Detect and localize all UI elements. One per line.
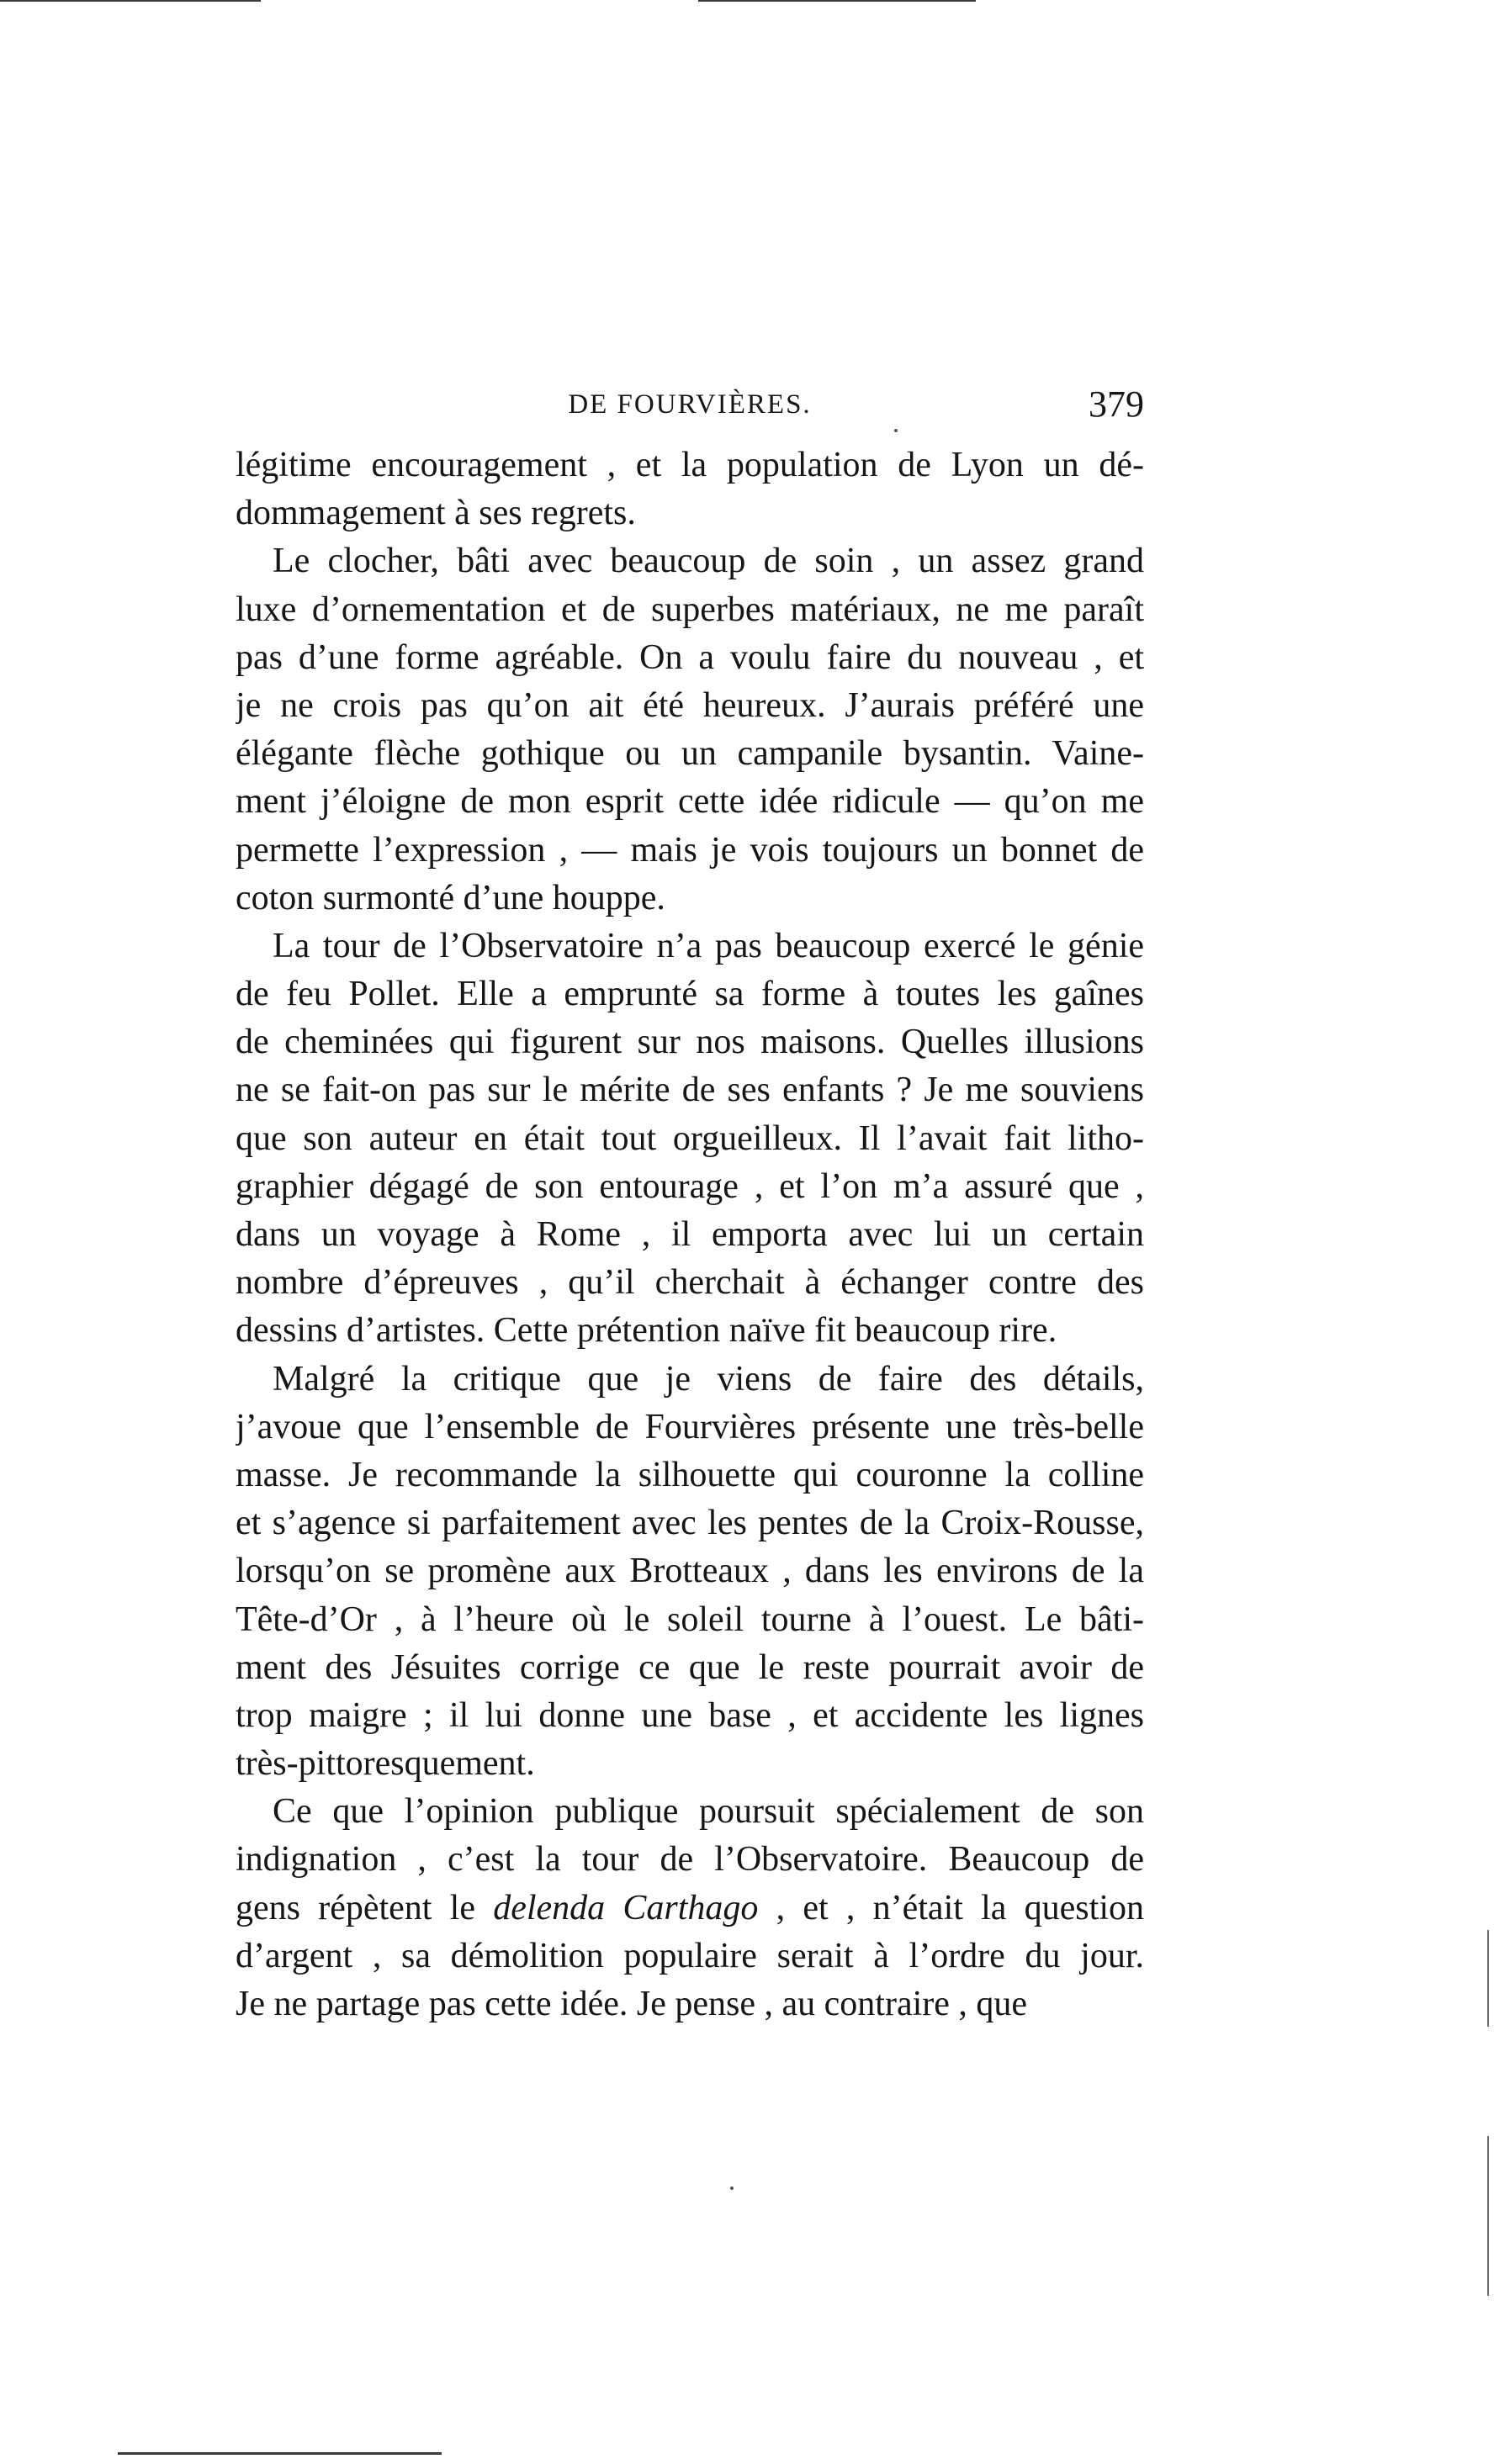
text-line: de cheminées qui figurent sur nos maisons. Quelles illusions bbox=[236, 1023, 1144, 1062]
text-line: Tête-d’Or , à l’heure où le soleil tourne à l’ouest. Le bâti- bbox=[236, 1599, 1144, 1639]
text-line: pas d’une forme agréable. On a voulu faire du nouveau , et bbox=[236, 637, 1144, 677]
text-line: coton surmonté d’une houppe. bbox=[236, 878, 665, 917]
page-dot-bottom bbox=[730, 2186, 734, 2190]
text-line: d’argent , sa démolition populaire serait à l’ordre du jour. bbox=[236, 1936, 1144, 1975]
text-line: Le clocher, bâti avec beaucoup de soin , un assez grand bbox=[273, 542, 1144, 581]
text-line: dessins d’artistes. Cette prétention naïve fit beaucoup rire. bbox=[236, 1311, 1057, 1351]
text-line: très-pittoresquement. bbox=[236, 1744, 535, 1784]
text-line: dans un voyage à Rome , il emporta avec lui un certain bbox=[236, 1215, 1144, 1254]
text-line: Malgré la critique que je viens de faire des détails, bbox=[273, 1359, 1144, 1399]
text-line: que son auteur en était tout orgueilleux. Il l’avait fait litho- bbox=[236, 1118, 1144, 1158]
text-line: lorsqu’on se promène aux Brotteaux , dans les environs de la bbox=[236, 1552, 1144, 1591]
paragraph bbox=[236, 442, 1144, 537]
text-line: j’avoue que l’ensemble de Fourvières présente une très-belle bbox=[236, 1407, 1144, 1446]
text-line: permette l’expression , — mais je vois toujours un bonnet de bbox=[236, 830, 1144, 870]
text-line: dommagement à ses regrets. bbox=[236, 494, 636, 533]
book-page bbox=[236, 383, 1144, 2028]
text-line: indignation , c’est la tour de l’Observatoire. Beaucoup de bbox=[236, 1840, 1144, 1880]
scan-edge-mark-upper bbox=[1487, 1930, 1489, 2027]
text-line: je ne crois pas qu’on ait été heureux. J’aurais préféré une bbox=[236, 685, 1144, 725]
text-line: gens répètent le delenda Carthago , et , n’était la question bbox=[236, 1888, 1144, 1927]
latin-phrase: delenda Carthago bbox=[493, 1888, 759, 1927]
scan-edge-mark-lower bbox=[1487, 2136, 1489, 2296]
text-line: graphier dégagé de son entourage , et l’on m’a assuré que , bbox=[236, 1166, 1144, 1206]
text-line: Ce que l’opinion publique poursuit spécialement de son bbox=[273, 1792, 1144, 1832]
text-line: ment j’éloigne de mon esprit cette idée ridicule — qu’on me bbox=[236, 782, 1144, 822]
scan-rule-top-right bbox=[698, 0, 976, 2]
text-line: luxe d’ornementation et de superbes matériaux, ne me paraît bbox=[236, 590, 1144, 629]
paragraph bbox=[236, 923, 1144, 1356]
text-line: La tour de l’Observatoire n’a pas beaucoup exercé le génie bbox=[273, 926, 1144, 965]
running-header bbox=[236, 383, 1144, 433]
text-line: nombre d’épreuves , qu’il cherchait à échanger contre des bbox=[236, 1263, 1144, 1303]
running-title: DE FOURVIÈRES. bbox=[568, 389, 812, 420]
text-line: ment des Jésuites corrige ce que le reste pourrait avoir de bbox=[236, 1647, 1144, 1687]
paragraph bbox=[236, 1356, 1144, 1789]
text-line: trop maigre ; il lui donne une base , et accidente les lignes bbox=[236, 1695, 1144, 1735]
scan-rule-top-left bbox=[0, 0, 261, 2]
text-line: ne se fait-on pas sur le mérite de ses enfants ? Je me souviens bbox=[236, 1071, 1144, 1110]
page-number: 379 bbox=[1089, 383, 1144, 425]
body-text bbox=[236, 442, 1144, 2028]
text-line: masse. Je recommande la silhouette qui couronne la colline bbox=[236, 1455, 1144, 1494]
paragraph bbox=[236, 1788, 1144, 2028]
text-line: Je ne partage pas cette idée. Je pense , au contraire , que bbox=[236, 1985, 1028, 2023]
text-line: et s’agence si parfaitement avec les pentes de la Croix-Rousse, bbox=[236, 1504, 1144, 1543]
text-line: de feu Pollet. Elle a emprunté sa forme à toutes les gaînes bbox=[236, 975, 1144, 1014]
text-line: élégante flèche gothique ou un campanile bysantin. Vaine- bbox=[236, 734, 1144, 774]
scan-rule-bottom-left bbox=[118, 2452, 442, 2455]
paragraph bbox=[236, 537, 1144, 923]
text-line: légitime encouragement , et la population de Lyon un dé- bbox=[236, 446, 1144, 484]
